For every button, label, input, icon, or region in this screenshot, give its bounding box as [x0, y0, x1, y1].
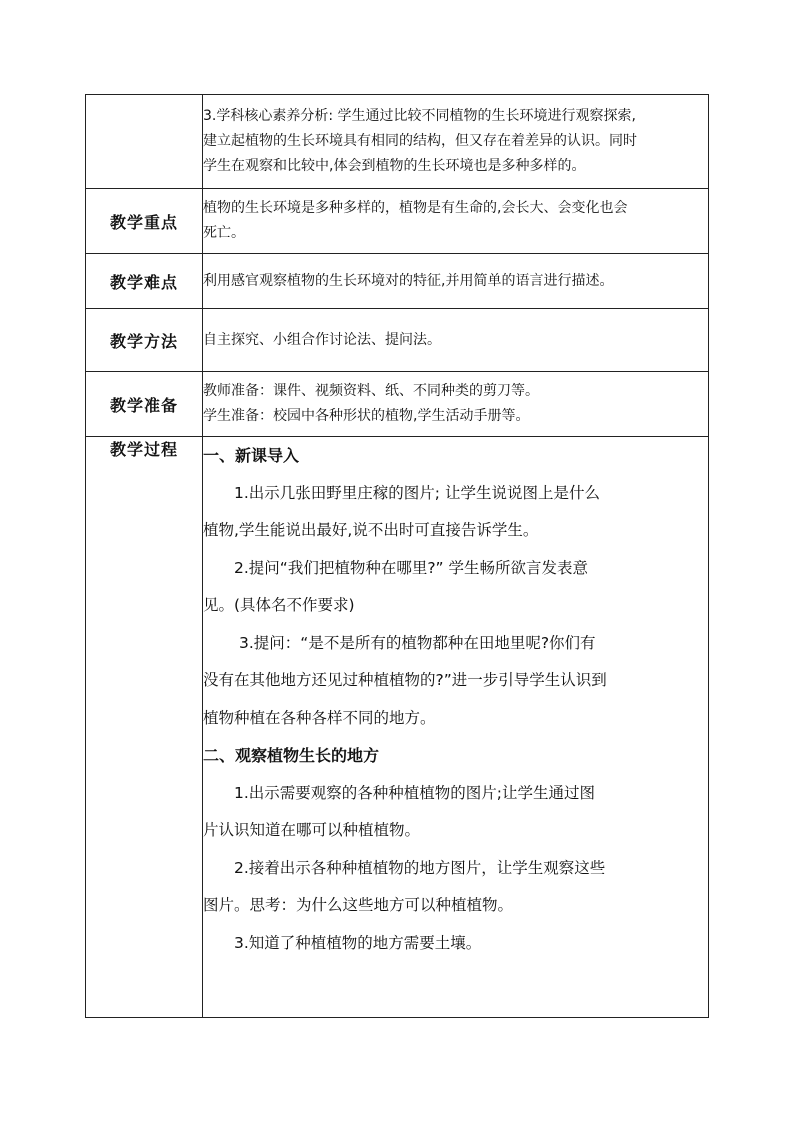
text-line: 3.学科核心素养分析: 学生通过比较不同植物的生长环境进行观察探索,	[203, 108, 636, 124]
row-method	[86, 309, 709, 372]
key-points-content	[203, 189, 709, 254]
text-line: 3.知道了种植植物的地方需要土壤。	[234, 933, 482, 952]
text-line: 利用感官观察植物的生长环境对的特征,并用简单的语言进行描述。	[203, 272, 614, 289]
text-line: 1.出示需要观察的各种种植植物的图片;让学生通过图	[234, 783, 596, 802]
preparation-label: 教学准备	[86, 372, 203, 437]
text-line: 学生准备：校园中各种形状的植物,学生活动手册等。	[203, 408, 530, 424]
row-difficulty	[86, 254, 709, 309]
section-heading: 二、观察植物生长的地方	[203, 746, 380, 765]
difficulty-label: 教学难点	[86, 254, 203, 309]
key-points-label: 教学重点	[86, 189, 203, 254]
text-line: 2.提问“我们把植物种在哪里?” 学生畅所欲言发表意	[234, 558, 589, 577]
difficulty-content	[203, 254, 709, 309]
text-line: 植物种植在各种各样不同的地方。	[203, 708, 436, 727]
method-label: 教学方法	[86, 309, 203, 372]
section-heading: 一、新课导入	[203, 446, 300, 465]
empty-label-cell	[86, 95, 203, 189]
text-line: 自主探究、小组合作讨论法、提问法。	[203, 331, 441, 348]
text-line: 见。(具体名不作要求)	[203, 596, 355, 614]
process-label: 教学过程	[86, 437, 203, 1018]
text-line: 植物,学生能说出最好,说不出时可直接告诉学生。	[203, 521, 539, 539]
text-line: 图片。思考：为什么这些地方可以种植植物。	[203, 896, 514, 914]
text-line: 死亡。	[203, 225, 245, 241]
text-line: 学生在观察和比较中,体会到植物的生长环境也是多种多样的。	[203, 158, 586, 174]
text-line: 建立起植物的生长环境具有相同的结构，但又存在着差异的认识。同时	[203, 133, 637, 149]
text-line: 1.出示几张田野里庄稼的图片; 让学生说说图上是什么	[234, 483, 600, 502]
text-line: 3.提问：“是不是所有的植物都种在田地里呢?你们有	[239, 633, 596, 652]
row-preparation	[86, 372, 709, 437]
text-line: 教师准备：课件、视频资料、纸、不同种类的剪刀等。	[203, 383, 539, 399]
text-line: 没有在其他地方还见过种植植物的?”进一步引导学生认识到	[203, 671, 607, 689]
text-line: 植物的生长环境是多种多样的，植物是有生命的,会长大、会变化也会	[203, 200, 628, 216]
preparation-content	[203, 372, 709, 437]
row-process	[86, 437, 709, 1018]
text-line: 2.接着出示各种种植植物的地方图片，让学生观察这些	[234, 858, 606, 877]
process-content	[203, 437, 709, 1018]
lesson-plan-table	[85, 94, 709, 1018]
method-content	[203, 309, 709, 372]
core-literacy-content	[203, 95, 709, 189]
row-key-points	[86, 189, 709, 254]
text-line: 片认识知道在哪可以种植植物。	[203, 821, 421, 839]
row-core-literacy	[86, 95, 709, 189]
